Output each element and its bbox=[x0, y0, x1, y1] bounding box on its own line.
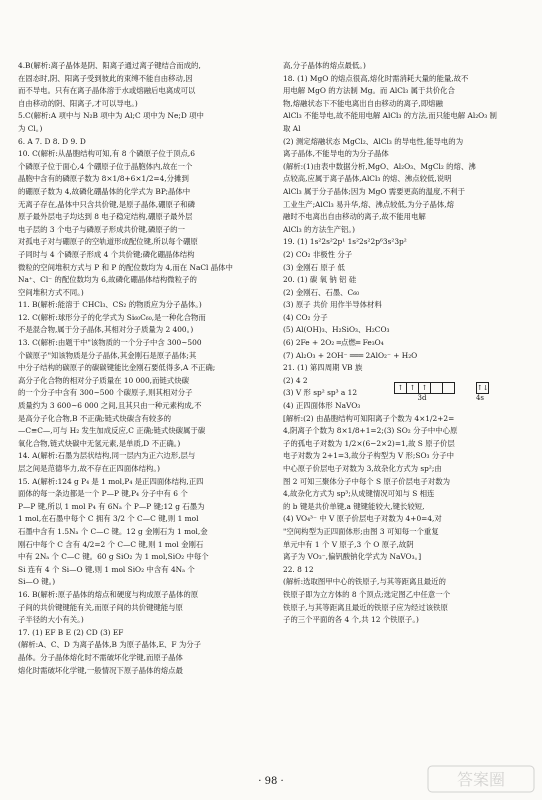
text-line: 无离子存在,晶体中只含共价键,是原子晶体,硼原子和磷 bbox=[18, 199, 196, 209]
text-line: 铁原子即为立方体的 8 个顶点;选定图乙中任意一个 bbox=[283, 589, 451, 599]
text-line: 取 Al bbox=[283, 123, 301, 133]
page-number: · 98 · bbox=[258, 776, 284, 787]
text-line: 18. (1) MgO 的熔点很高,熔化时需消耗大量的能量,故不 bbox=[283, 73, 469, 83]
text-line: 6. A 7. D 8. D 9. D bbox=[18, 136, 86, 146]
orbital-box: ↑ bbox=[418, 382, 431, 394]
watermark-logo bbox=[426, 762, 536, 796]
text-line: 微粒的空间堆积方式与 P 和 P 的配位数均为 4,而在 NaCl 晶体中 bbox=[18, 262, 233, 272]
text-line: 电子对数为 2+1=3,故分子构型为 V 形;SO₃ 分子中 bbox=[283, 451, 455, 461]
right-column bbox=[283, 60, 533, 627]
text-line: 自由移动的阴、阳离子,才可以导电。) bbox=[18, 98, 138, 108]
orbital-box bbox=[442, 382, 455, 394]
text-line: 不是混合物,属于分子晶体,其相对分子质量为 2 400。) bbox=[18, 325, 194, 335]
text-line: 4,故杂化方式为 sp³;从成键情况可知与 S 相连 bbox=[283, 489, 435, 499]
text-line: 工业生产;AlCl₃ 易升华,熔、沸点较低,为分子晶体,熔 bbox=[283, 199, 454, 209]
text-line: AlCl₃ 的方法生产铝。) bbox=[283, 224, 355, 234]
text-line: 晶胞中含有的磷原子数为 8×1/8+6×1/2=4,分摊到 bbox=[18, 174, 189, 184]
text-line: (解析:(1)由表中数据分析,MgO、Al₂O₃、MgCl₂ 的熔、沸 bbox=[283, 161, 476, 171]
text-line: 子的孤电子对数为 1/2×(6−2×2)=1,故 S 原子价层 bbox=[283, 438, 455, 448]
text-line: 10. C(解析:从晶胞结构可知,有 8 个磷原子位于顶点,6 bbox=[18, 149, 195, 159]
text-line: 21. (1) 第四周期 VB 族 bbox=[283, 363, 363, 373]
text-line: 中有 2Nₐ 个 C—C 键。60 g SiO₂ 为 1 mol,SiO₂ 中每个 bbox=[18, 552, 209, 562]
text-line: 11. B(解析:能溶于 CHCl₃、CS₂ 的物质应为分子晶体。) bbox=[18, 300, 202, 310]
orbital-box: ↑↓ bbox=[477, 384, 489, 392]
text-line: 4.B(解析:离子晶体是阴、阳离子通过离子键结合而成的, bbox=[18, 61, 201, 70]
text-line: 中心原子价层电子对数为 3,故杂化方式为 sp²;由 bbox=[283, 464, 442, 473]
text-line: Na⁺、Cl⁻ 的配位数均为 6,故磷化硼晶体结构微粒子的 bbox=[18, 275, 197, 285]
text-line: 个碳原子"知该物质是分子晶体,其金刚石是原子晶体;其 bbox=[18, 350, 197, 360]
text-line: 晶体。分子晶体熔化时不需破坏化学键,而原子晶体 bbox=[18, 652, 183, 662]
text-line: 刚石中每个 C 含有 4/2=2 个 C—C 键,则 1 mol 金刚石 bbox=[18, 539, 204, 549]
text-line: 层之间是范德华力,故不存在正四面体结构。) bbox=[18, 464, 160, 473]
text-line: 铁原子,与其等距离且最近的铁原子应为经过该铁原 bbox=[283, 602, 448, 612]
text-line: 电子层的 3 个电子与磷原子形成共价键,磷原子的一 bbox=[18, 224, 185, 234]
text-line: 17. (1) EF B E (2) CD (3) EF bbox=[18, 627, 124, 637]
text-line: 熔化时需破坏化学键,一般情况下原子晶体的熔点最 bbox=[18, 665, 183, 675]
orbital-3d bbox=[390, 375, 454, 402]
text-line: 中分子结构的碳原子的碳碳键能比金刚石要低得多,A 不正确; bbox=[18, 363, 216, 373]
text-line: 对孤电子对与硼原子的空轨道形成配位键,所以每个硼原 bbox=[18, 237, 198, 247]
text-line: 用电解 MgO 的方法制 Mg。而 AlCl₃ 属于共价化合 bbox=[283, 86, 455, 96]
text-line: (4) CO₂ 分子 bbox=[283, 312, 328, 322]
text-line: 离子为 VO₃⁻,偏钒酸钠化学式为 NaVO₃。] bbox=[283, 552, 422, 562]
text-line: 22. 8 12 bbox=[283, 564, 314, 574]
orbital-4s bbox=[472, 375, 488, 402]
text-line: 单元中有 1 个 V 原子,3 个 O 原子,故阴 bbox=[283, 539, 414, 549]
text-line: 13. C(解析:由题干中"该物质的一个分子中含 300~500 bbox=[18, 338, 202, 348]
orbital-box: ↑ bbox=[394, 382, 407, 394]
text-line: [解析:(2) 由晶胞结构可知阳离子个数为 4×1/2+2= bbox=[283, 413, 455, 423]
text-line: AlCl₃ 不能导电,故不能用电解 AlCl₃ 的方法,而只能电解 Al₂O₃ 制 bbox=[283, 111, 497, 121]
orbital-4s-label: 4s bbox=[475, 394, 485, 402]
text-line: 1 mol,在石墨中每个 C 拥有 3/2 个 C—C 键,则 1 mol bbox=[18, 514, 199, 524]
text-line: 高分子化合物的相对分子质量在 10 000,而链式炔碳 bbox=[18, 375, 189, 385]
left-column bbox=[18, 60, 266, 677]
text-line: 5.C(解析:A 项中与 N₂B 项中为 Al;C 项中为 Ne;D 项中 bbox=[18, 111, 204, 121]
text-line: P—P 键,所以 1 mol P₄ 有 6Nₐ 个 P—P 键;12 g 石墨为 bbox=[18, 501, 205, 511]
orbital-3d-label: 3d bbox=[417, 394, 427, 402]
text-line: —C≡C—,可与 H₂ 发生加成反应,C 正确;链式炔碳属于碳 bbox=[18, 426, 206, 436]
text-line: (7) Al₂O₃ + 2OH⁻ ═══ 2AlO₂⁻ + H₂O bbox=[283, 350, 418, 360]
text-line: "空间构型为正四面体形;由图 3 可知每一个重复 bbox=[283, 526, 439, 536]
text-line: (2) 测定熔融状态 MgCl₂、AlCl₃ 的导电性,能导电的为 bbox=[283, 136, 464, 146]
text-line: 子间的共价键键能有关,而原子间的共价键键能与原 bbox=[18, 602, 183, 612]
text-line: 14. A(解析:石墨为层状结构,同一层内为正六边形,层与 bbox=[18, 451, 196, 461]
text-line: 在固态时,阴、阳离子受到彼此的束缚不能自由移动,因 bbox=[18, 73, 193, 83]
text-line: 19. (1) 1s²2s²2p¹ 1s²2s²2p⁶3s²3p² bbox=[283, 237, 407, 247]
text-line: 子同时与 4 个磷原子形成 4 个共价键;磷化硼晶体结构 bbox=[18, 249, 195, 259]
svg-text:答案圈: 答案圈 bbox=[456, 770, 506, 789]
text-line: 高,分子晶体的熔点最低。) bbox=[283, 61, 366, 70]
text-line: 离子晶体,不能导电的为分子晶体 bbox=[283, 149, 389, 159]
text-line: 是高分子化合物,B 不正确;链式炔碳含有较多的 bbox=[18, 413, 172, 423]
text-line: Si—O 键。) bbox=[18, 577, 56, 587]
orbital-3d-boxes bbox=[394, 382, 454, 394]
text-line: (5) Al(OH)₃、H₂SiO₃、H₂CO₃ bbox=[283, 325, 390, 335]
text-line: 的 b 键是共价单键,a 键键能较大,键长较短, bbox=[283, 501, 425, 511]
orbital-diagram bbox=[390, 375, 488, 402]
text-line: (解析:选取图甲中心的铁原子,与其等距离且最近的 bbox=[283, 577, 446, 587]
text-line: 的一个分子中含有 300~500 个碳原子,则其相对分子 bbox=[18, 388, 193, 398]
text-line: 而不导电。只有在离子晶体溶于水或熔融后电离成可以 bbox=[18, 86, 196, 96]
orbital-box: ↑ bbox=[406, 382, 419, 394]
text-line: 空间堆积方式不同。) bbox=[18, 287, 84, 297]
text-line: 点较高,应属于离子晶体,AlCl₃ 的熔、沸点较低,说明 bbox=[283, 174, 452, 184]
text-line: 16. B(解析:原子晶体的熔点和硬度与构成原子晶体的原 bbox=[18, 589, 199, 599]
text-line: 个磷原子位于面心,4 个硼原子位于晶胞体内,故在一个 bbox=[18, 161, 193, 171]
text-line: Si 连有 4 个 Si—O 键,则 1 mol SiO₂ 中含有 4Nₐ 个 bbox=[18, 564, 195, 574]
text-line: 物,熔融状态下不能电离出自由移动的离子,即熔融 bbox=[283, 98, 443, 108]
text-line: AlCl₃ 属于分子晶体;因为 MgO 需要更高的温度,不利于 bbox=[283, 186, 465, 196]
text-line: (3) 原子 共价 用作半导体材料 bbox=[283, 300, 382, 310]
orbital-4s-boxes bbox=[476, 382, 488, 394]
text-line: 的硼原子数为 4,故磷化硼晶体的化学式为 BP;晶体中 bbox=[18, 186, 191, 196]
text-line: (4) 正四面体形 NaVO₃ bbox=[283, 401, 361, 411]
text-line: (3) V 形 sp² sp³ a 12 bbox=[283, 388, 358, 398]
text-line: (2) CO₂ 非极性 分子 bbox=[283, 249, 353, 259]
text-line: 原子最外层电子均达到 8 电子稳定结构,硼原子最外层 bbox=[18, 212, 193, 222]
text-line: (解析:A、C、D 为离子晶体,B 为原子晶体,E、F 为分子 bbox=[18, 640, 202, 650]
text-line: 子的三个平面的各 4 个,共 12 个铁原子。) bbox=[283, 615, 419, 625]
text-line: 面体的每一条边都是一个 P—P 键,P₄ 分子中有 6 个 bbox=[18, 489, 188, 499]
text-line: 15. A(解析:124 g P₄ 是 1 mol,P₄ 是正四面体结构,正四 bbox=[18, 476, 204, 486]
text-line: 子半径的大小有关。) bbox=[18, 615, 84, 625]
text-line: (6) 2Fe + 2O₂ ═点燃═ Fe₃O₄ bbox=[283, 338, 384, 348]
text-line: (2) 金刚石、石墨、C₆₀ bbox=[283, 287, 360, 297]
text-line: (3) 金刚石 原子 低 bbox=[283, 262, 345, 272]
text-line: 融时不电离出自由移动的离子,故不能用电解 bbox=[283, 212, 426, 222]
text-line: 20. (1) 碳 氧 钠 铝 硅 bbox=[283, 275, 357, 285]
text-line: 石墨中含有 1.5Nₐ 个 C—C 键。12 g 金刚石为 1 mol,金 bbox=[18, 526, 208, 536]
text-line: (2) 4 2 bbox=[283, 375, 308, 385]
text-line: 质量约为 3 600~6 000 之间,且其只由一种元素构成,不 bbox=[18, 401, 202, 411]
text-line: 12. C(解析:球形分子的化学式为 Si₆₀C₆₀,是一种化合物而 bbox=[18, 312, 206, 322]
text-line: 氧化合物,链式炔碳中无氢元素,是单质,D 不正确。) bbox=[18, 438, 181, 448]
text-line: 4,阴离子个数为 8×1/8+1=2;(3) SO₂ 分子中中心原 bbox=[283, 426, 458, 436]
text-line: 为 Cl。) bbox=[18, 123, 43, 133]
text-line: 图 2 可知三聚体分子中每个 S 原子价层电子对数为 bbox=[283, 476, 450, 486]
text-line: (4) VO₄³⁻ 中 V 原子价层电子对数为 4+0=4,对 bbox=[283, 514, 442, 524]
